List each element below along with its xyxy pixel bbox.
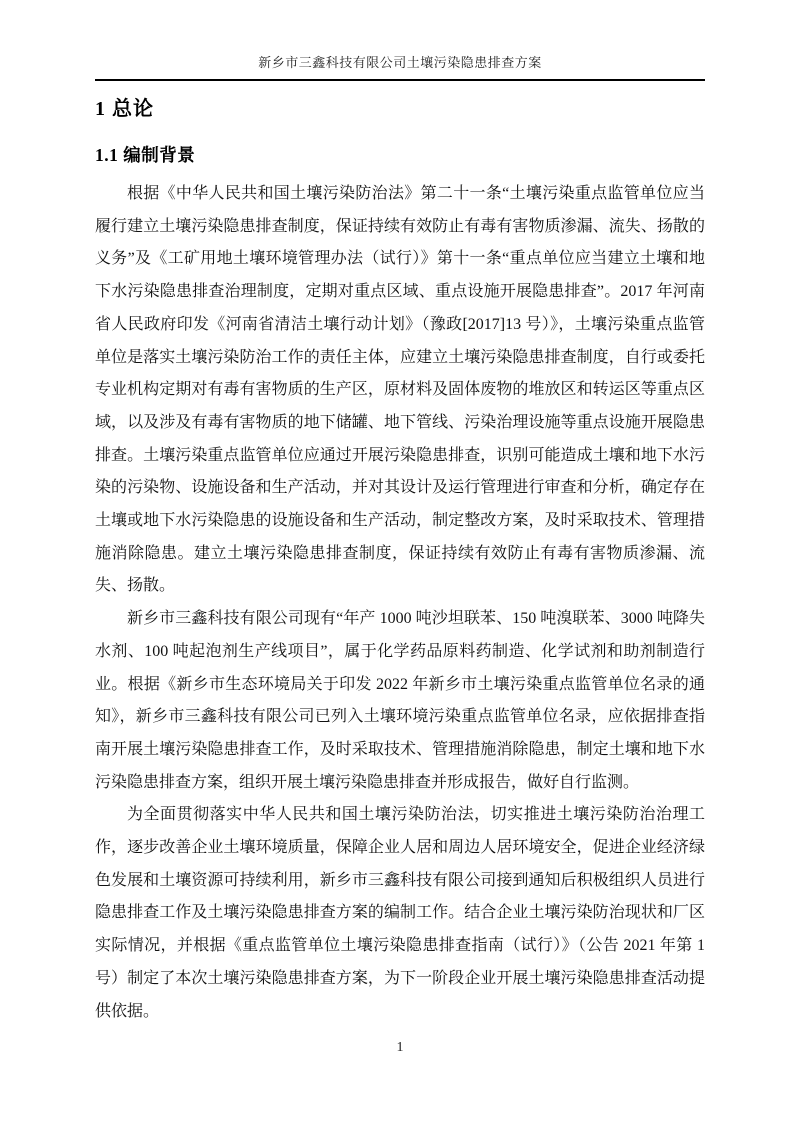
- paragraph-1: 根据《中华人民共和国土壤污染防治法》第二十一条“土壤污染重点监管单位应当履行建立土壤污染隐患排查制度，保证持续有效防止有毒有害物质渗漏、流失、扬散的义务”及《工矿用地土壤环境管理办法（试行）》第十一条“重点单位应当建立土壤和地下水污染隐患排查治理制度，定期对重点区域、重点设施开展隐患排查”。2017 年河南省人民政府印发《河南省清洁土壤行动计划》（豫政[2017]13 号）》，土壤污染重点监管单位是落实土壤污染防治工作的责任主体，应建立土壤污染隐患排查制度，自行或委托专业机构定期对有毒有害物质的生产区，原材料及固体废物的堆放区和转运区等重点区域，以及涉及有毒有害物质的地下储罐、地下管线、污染治理设施等重点设施开展隐患排查。土壤污染重点监管单位应通过开展污染隐患排查，识别可能造成土壤和地下水污染的污染物、设施设备和生产活动，并对其设计及运行管理进行审查和分析，确定存在土壤或地下水污染隐患的设施设备和生产活动，制定整改方案，及时采取技术、管理措施消除隐患。建立土壤污染隐患排查制度，保证持续有效防止有毒有害物质渗漏、流失、扬散。: [95, 185, 705, 595]
- section-heading: 1.1 编制背景: [95, 145, 196, 165]
- page-header-title: 新乡市三鑫科技有限公司土壤污染隐患排查方案: [95, 0, 705, 81]
- page-number: 1: [396, 1040, 404, 1055]
- paragraph-2: 新乡市三鑫科技有限公司现有“年产 1000 吨沙坦联苯、150 吨溴联苯、3000 吨降失水剂、100 吨起泡剂生产线项目”，属于化学药品原料药制造、化学试剂和助剂制造行业。根据《新乡市生态环境局关于印发 2022 年新乡市土壤污染重点监管单位名录的通知》，新乡市三鑫科技有限公司已列入土壤环境污染重点监管单位名录，应依据排查指南开展土壤污染隐患排查工作，及时采取技术、管理措施消除隐患，制定土壤和地下水污染隐患排查方案，组织开展土壤污染隐患排查并形成报告，做好自行监测。: [95, 610, 705, 791]
- chapter-heading: 1 总论: [95, 98, 154, 120]
- body-text: [95, 178, 705, 1028]
- paragraph-3: 为全面贯彻落实中华人民共和国土壤污染防治法，切实推进土壤污染防治治理工作，逐步改善企业土壤环境质量，保障企业人居和周边人居环境安全，促进企业经济绿色发展和土壤资源可持续利用，新乡市三鑫科技有限公司接到通知后积极组织人员进行隐患排查工作及土壤污染隐患排查方案的编制工作。结合企业土壤污染防治现状和厂区实际情况，并根据《重点监管单位土壤污染隐患排查指南（试行）》（公告 2021 年第 1 号）制定了本次土壤污染隐患排查方案，为下一阶段企业开展土壤污染隐患排查活动提供依据。: [95, 806, 705, 1020]
